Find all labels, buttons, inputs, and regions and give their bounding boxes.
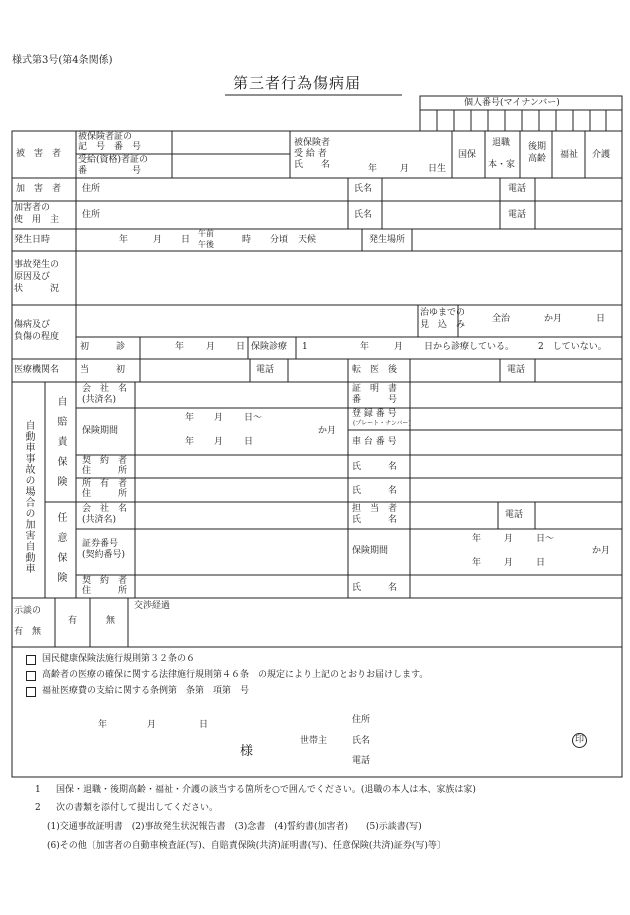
owner-name-label: 氏 名 xyxy=(352,486,398,496)
hospital-phone2-label: 電話 xyxy=(507,365,526,375)
employer-phone-input[interactable] xyxy=(536,202,621,228)
sign-address-label: 住所 xyxy=(352,715,371,725)
legal-line-1: 国民健康保険法施行規則第３２条の６ xyxy=(42,654,196,664)
recovery-days: 日 xyxy=(596,314,606,324)
nini-company-label1: 会 社 名 xyxy=(82,504,128,514)
offender-address-label: 住所 xyxy=(82,184,101,194)
nini-period-label: 保険期間 xyxy=(352,546,389,556)
option-fukushi[interactable]: 福祉 xyxy=(560,150,579,160)
cause-input[interactable] xyxy=(77,252,621,304)
jibai-contractor-name-label: 氏 名 xyxy=(352,462,398,472)
legal-checkbox-1[interactable] xyxy=(26,655,36,665)
hospital-phone2-input[interactable] xyxy=(536,360,621,381)
jibai-contractor-name-input[interactable] xyxy=(411,456,621,477)
cert-number-input[interactable] xyxy=(173,132,289,177)
mynumber-label: 個人番号(マイナンバー) xyxy=(464,98,560,108)
nini-staff-label1: 担 当 者 xyxy=(352,504,398,514)
chassis-label: 車 台 番 号 xyxy=(352,437,397,447)
reg-number-label2: (プレート・ナンバー) xyxy=(353,420,411,427)
first-visit-month: 月 xyxy=(206,342,216,352)
nini-period-day1: 日〜 xyxy=(536,534,555,544)
nini-staff-input[interactable] xyxy=(411,503,497,528)
dob-day: 日生 xyxy=(428,164,447,174)
legal-checkbox-3[interactable] xyxy=(26,687,36,697)
jibai-period-month2: 月 xyxy=(214,437,224,447)
nini-period-month2: 月 xyxy=(504,558,514,568)
jibai-cert-input[interactable] xyxy=(411,383,621,407)
jibai-company-label2: (共済名) xyxy=(82,395,117,405)
option-kouki-line1[interactable]: 後期 xyxy=(528,142,547,152)
injury-input[interactable] xyxy=(77,306,417,336)
nini-contractor-name-input[interactable] xyxy=(411,576,621,597)
first-visit-day: 日 xyxy=(236,342,246,352)
option-kaigo[interactable]: 介護 xyxy=(592,150,611,160)
hospital-transfer-label: 転 医 後 xyxy=(352,365,398,375)
nini-company-label2: (共済名) xyxy=(82,515,117,525)
nini-company-input[interactable] xyxy=(136,503,347,528)
victim-label: 被 害 者 xyxy=(16,149,62,159)
occurrence-year: 年 xyxy=(119,235,129,245)
jibai-period-month1: 月 xyxy=(214,413,224,423)
occurrence-hour: 時 xyxy=(242,235,252,245)
treatment-option-1[interactable]: 1 xyxy=(302,342,308,352)
cause-label-line3: 状 況 xyxy=(14,284,60,294)
occurrence-month: 月 xyxy=(153,235,163,245)
injury-label-line2: 負傷の程度 xyxy=(14,332,60,342)
sama-label: 様 xyxy=(240,744,254,759)
nini-staff-label2: 氏 名 xyxy=(352,515,398,525)
settlement-progress-input[interactable] xyxy=(129,614,621,646)
dob-year: 年 xyxy=(368,164,378,174)
cert-label-line4: 番 号 xyxy=(78,166,142,176)
victim-name-label2: 受 給 者 xyxy=(294,149,327,159)
jibai-contractor-address-input[interactable] xyxy=(136,456,347,477)
settlement-yes[interactable]: 有 xyxy=(68,616,78,626)
form-number: 様式第3号(第4条関係) xyxy=(12,55,113,66)
offender-name-label: 氏名 xyxy=(354,184,373,194)
nini-period-month1: 月 xyxy=(504,534,514,544)
hospital-first-label: 当 初 xyxy=(80,365,126,375)
insurance-treatment-label: 保険診療 xyxy=(251,342,288,352)
legal-checkbox-2[interactable] xyxy=(26,671,36,681)
nini-contractor-label2: 住 所 xyxy=(82,586,128,596)
reg-number-input[interactable] xyxy=(411,409,621,429)
hospital-transfer-input[interactable] xyxy=(411,360,499,381)
cause-label-line1: 事故発生の xyxy=(14,260,60,270)
offender-address-input[interactable] xyxy=(104,179,347,200)
jibai-period-year2: 年 xyxy=(185,437,195,447)
victim-name-input[interactable] xyxy=(334,132,451,160)
note-2-number: 2 xyxy=(35,803,41,813)
cause-label-line2: 原因及び xyxy=(14,272,51,282)
nini-phone-label: 電話 xyxy=(505,510,524,520)
employer-phone-label: 電話 xyxy=(508,210,527,220)
employer-address-label: 住所 xyxy=(82,210,101,220)
option-kokuho[interactable]: 国保 xyxy=(458,150,477,160)
nini-period-year2: 年 xyxy=(472,558,482,568)
settlement-label-line1: 示談の xyxy=(14,606,42,616)
legal-line-3: 福祉医療費の支給に関する条例第 条第 項第 号 xyxy=(42,686,250,696)
jibai-period-months: か月 xyxy=(318,426,337,436)
jibai-contractor-label1: 契 約 者 xyxy=(82,456,128,466)
occurrence-label: 発生日時 xyxy=(14,235,51,245)
first-visit-year: 年 xyxy=(175,342,185,352)
hospital-phone1-input[interactable] xyxy=(289,360,347,381)
policy-number-label2: (契約番号) xyxy=(82,550,126,560)
jibai-label: 自賠責保険 xyxy=(55,396,66,496)
occurrence-day: 日 xyxy=(181,235,191,245)
chassis-input[interactable] xyxy=(411,431,621,454)
employer-label-line1: 加害者の xyxy=(14,203,51,213)
car-side-label: 自動車事故の場合の加害自動車 xyxy=(23,420,34,574)
policy-number-input[interactable] xyxy=(136,530,347,574)
option-taishoku[interactable]: 退職 xyxy=(492,138,511,148)
policy-number-label1: 証券番号 xyxy=(82,539,119,549)
jibai-company-label1: 会 社 名 xyxy=(82,384,128,394)
sign-name-label: 氏名 xyxy=(352,736,371,746)
treatment-option-1-year: 年 xyxy=(360,342,370,352)
occurrence-pm[interactable]: 午後 xyxy=(198,240,214,249)
jibai-period-day1: 日〜 xyxy=(244,413,263,423)
employer-address-input[interactable] xyxy=(104,202,347,228)
nini-label: 任意保険 xyxy=(55,512,66,592)
jibai-period-year1: 年 xyxy=(185,413,195,423)
note-docs-line2: (6)その他〔加害者の自動車検査証(写)、自賠責保険(共済)証明書(写)、任意保険(共済)証券(写)等〕 xyxy=(47,841,446,851)
offender-phone-input[interactable] xyxy=(536,179,621,200)
recovery-zenchi: 全治 xyxy=(492,314,511,324)
household-head-label: 世帯主 xyxy=(300,736,328,746)
reg-number-label1: 登 録 番 号 xyxy=(352,409,397,419)
employer-label-line2: 使 用 主 xyxy=(14,215,60,225)
jibai-period-label: 保険期間 xyxy=(82,426,119,436)
owner-label2: 住 所 xyxy=(82,489,128,499)
treatment-option-1-month: 月 xyxy=(394,342,404,352)
note-docs-line1: (1)交通事故証明書 (2)事故発生状況報告書 (3)念書 (4)誓約書(加害者) (5)示談書(写) xyxy=(47,822,422,832)
occurrence-place-input[interactable] xyxy=(413,230,621,250)
option-kouki-line2[interactable]: 高齢 xyxy=(528,154,547,164)
nini-period-months: か月 xyxy=(592,546,611,556)
hospital-phone1-label: 電話 xyxy=(256,365,275,375)
recovery-label-line1: 治ゆまでの xyxy=(420,308,466,318)
sign-year: 年 xyxy=(98,720,108,730)
cert-label-line3: 受給(資格)者証の xyxy=(78,155,149,165)
page-title: 第三者行為傷病届 xyxy=(233,74,362,92)
cert-label-line1: 被保険者証の xyxy=(78,132,133,142)
nini-contractor-address-input[interactable] xyxy=(136,576,347,597)
nini-contractor-name-label: 氏 名 xyxy=(352,583,398,593)
cert-label-line2: 記 号 番 号 xyxy=(78,142,142,152)
seal-icon: 印 xyxy=(572,733,587,748)
sign-day: 日 xyxy=(199,720,209,730)
settlement-progress-label: 交渉経過 xyxy=(134,601,171,611)
owner-name-input[interactable] xyxy=(411,479,621,501)
offender-name-input[interactable] xyxy=(383,179,499,200)
note-1-text: 国保・退職・後期高齢・福祉・介護の該当する箇所を○で囲んでください。(退職の本人は本、家族は家) xyxy=(56,785,476,795)
hospital-first-input[interactable] xyxy=(141,360,249,381)
offender-label: 加 害 者 xyxy=(16,184,62,194)
first-visit-label: 初 診 xyxy=(80,342,126,352)
jibai-period-day2: 日 xyxy=(244,437,254,447)
occurrence-minute: 分頃 xyxy=(270,235,289,245)
note-2-text: 次の書類を添付して提出してください。 xyxy=(56,803,219,813)
victim-name-label1: 被保険者 xyxy=(294,138,331,148)
owner-address-input[interactable] xyxy=(136,479,347,501)
recovery-label-line2: 見 込 み xyxy=(420,320,466,330)
victim-name-label3: 氏 名 xyxy=(294,160,331,170)
nini-period-year1: 年 xyxy=(472,534,482,544)
mynumber-input[interactable] xyxy=(420,110,622,131)
employer-name-input[interactable] xyxy=(383,202,499,228)
employer-name-label: 氏名 xyxy=(354,210,373,220)
recovery-months: か月 xyxy=(544,314,563,324)
occurrence-place-label: 発生場所 xyxy=(369,235,406,245)
offender-phone-label: 電話 xyxy=(508,184,527,194)
nini-phone-input[interactable] xyxy=(536,503,621,528)
jibai-cert-label1: 証 明 書 xyxy=(352,384,398,394)
injury-label-line1: 傷病及び xyxy=(14,320,51,330)
sign-phone-label: 電話 xyxy=(352,756,371,766)
jibai-contractor-label2: 住 所 xyxy=(82,466,128,476)
sign-month: 月 xyxy=(147,720,157,730)
owner-label1: 所 有 者 xyxy=(82,479,128,489)
nini-period-day2: 日 xyxy=(536,558,546,568)
note-1-number: 1 xyxy=(35,785,41,795)
nini-contractor-label1: 契 約 者 xyxy=(82,576,128,586)
jibai-company-input[interactable] xyxy=(136,383,347,407)
treatment-option-2[interactable]: 2 していない。 xyxy=(538,342,607,352)
occurrence-weather: 天候 xyxy=(298,235,317,245)
legal-line-2: 高齢者の医療の確保に関する法律施行規則第４６条 の規定により上記のとおりお届けします。 xyxy=(42,670,429,680)
hospital-label: 医療機関名 xyxy=(14,365,60,375)
dob-month: 月 xyxy=(400,164,410,174)
option-taishoku-honke[interactable]: 本・家 xyxy=(488,160,516,170)
jibai-cert-label2: 番 号 xyxy=(352,395,398,405)
treatment-option-1-text: 日から診療している。 xyxy=(424,342,515,352)
settlement-label-line2: 有 無 xyxy=(14,627,42,637)
settlement-no[interactable]: 無 xyxy=(106,616,116,626)
occurrence-am[interactable]: 午前 xyxy=(198,229,214,238)
